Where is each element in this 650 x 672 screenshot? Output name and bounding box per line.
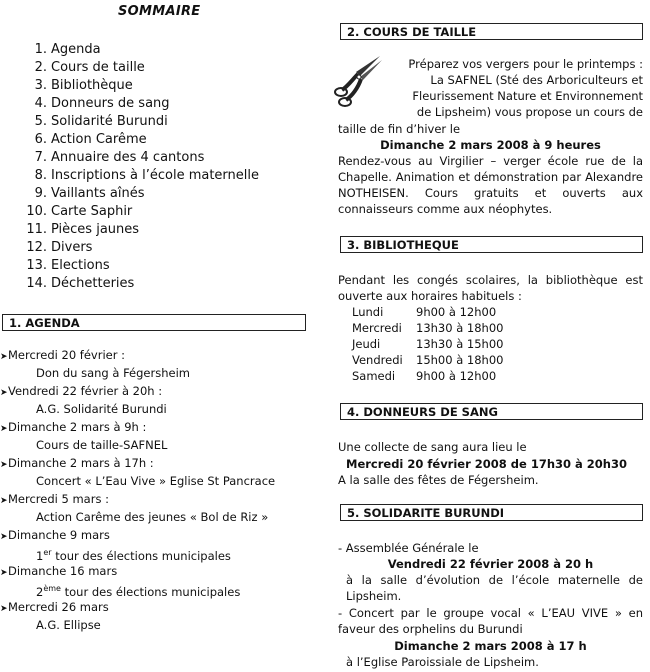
ordinal-number: 1 bbox=[36, 548, 44, 563]
toc-item-label: Pièces jaunes bbox=[51, 222, 140, 237]
agenda-heading: 1. AGENDA bbox=[2, 314, 306, 331]
toc-item-label: Elections bbox=[51, 258, 110, 273]
toc-item-label: Vaillants aînés bbox=[51, 186, 145, 201]
hours-time: 15h00 à 18h00 bbox=[416, 353, 504, 367]
agenda-date bbox=[0, 562, 318, 580]
agenda-date bbox=[0, 526, 318, 544]
agenda-date-text: Dimanche 16 mars bbox=[8, 564, 118, 578]
toc-item bbox=[24, 41, 259, 59]
toc-item-number: 8. bbox=[34, 168, 47, 183]
agenda-detail: Don du sang à Fégersheim bbox=[36, 366, 190, 380]
agenda-date-text: Vendredi 22 février à 20h : bbox=[8, 384, 163, 398]
agenda-date-text: Mercredi 20 février : bbox=[8, 348, 125, 362]
biblio-heading: 3. BIBLIOTHEQUE bbox=[340, 236, 643, 253]
agenda-detail-text: tour des élections municipales bbox=[51, 548, 231, 563]
biblio-hours-table bbox=[352, 304, 503, 384]
cours-heading: 2. COURS DE TAILLE bbox=[340, 23, 643, 40]
hours-row bbox=[352, 304, 503, 320]
toc-item-label: Action Carême bbox=[51, 132, 147, 147]
hours-day: Vendredi bbox=[352, 353, 403, 367]
sang-heading: 4. DONNEURS DE SANG bbox=[340, 403, 643, 420]
agenda-list bbox=[0, 346, 318, 634]
toc-item-label: Divers bbox=[51, 240, 93, 255]
toc-item-number: 13. bbox=[26, 258, 47, 273]
pruning-shears-icon bbox=[330, 50, 384, 110]
toc-item-number: 12. bbox=[26, 240, 47, 255]
burundi-concert-place: à l’Eglise Paroissiale de Lipsheim. bbox=[346, 655, 539, 669]
cours-intro-line: Préparez vos vergers pour le printemps : bbox=[408, 57, 643, 71]
ordinal-number: 2 bbox=[36, 584, 44, 599]
toc-item bbox=[24, 239, 259, 257]
toc-item-number: 6. bbox=[34, 132, 47, 147]
hours-row bbox=[352, 336, 503, 352]
toc-item-number: 2. bbox=[34, 60, 47, 75]
cours-intro-line: Fleurissement Nature et Environnement bbox=[412, 89, 643, 103]
toc-item-label: Solidarité Burundi bbox=[51, 114, 168, 129]
hours-day: Lundi bbox=[352, 305, 384, 319]
toc-item bbox=[24, 221, 259, 239]
cours-intro-line: de Lipsheim) vous propose un cours de bbox=[416, 105, 643, 119]
hours-row bbox=[352, 368, 503, 384]
toc-item-number: 4. bbox=[34, 96, 47, 111]
burundi-ag-label: - Assemblée Générale le bbox=[338, 541, 479, 555]
toc-item-number: 11. bbox=[26, 222, 47, 237]
hours-day: Jeudi bbox=[352, 337, 381, 351]
toc-item-number: 10. bbox=[26, 204, 47, 219]
toc-item-label: Annuaire des 4 cantons bbox=[51, 150, 205, 165]
bullet-arrow-icon: ➤ bbox=[0, 532, 8, 542]
ordinal-suffix: er bbox=[43, 548, 52, 557]
bullet-arrow-icon: ➤ bbox=[0, 496, 8, 506]
toc-item bbox=[24, 59, 259, 77]
agenda-detail bbox=[0, 580, 318, 598]
toc-item-label: Agenda bbox=[51, 42, 101, 57]
agenda-date-text: Mercredi 5 mars : bbox=[8, 492, 109, 506]
toc-item bbox=[24, 275, 259, 293]
hours-day: Mercredi bbox=[352, 321, 402, 335]
toc-item bbox=[24, 185, 259, 203]
toc-item-number: 5. bbox=[34, 114, 47, 129]
toc-item bbox=[24, 149, 259, 167]
agenda-date-text: Dimanche 2 mars à 17h : bbox=[8, 456, 154, 470]
hours-day: Samedi bbox=[352, 369, 396, 383]
bullet-arrow-icon: ➤ bbox=[0, 568, 8, 578]
sang-line1: Une collecte de sang aura lieu le bbox=[338, 440, 527, 454]
agenda-date-text: Dimanche 9 mars bbox=[8, 528, 110, 542]
agenda-detail: A.G. Solidarité Burundi bbox=[36, 402, 167, 416]
table-of-contents bbox=[24, 41, 259, 293]
toc-item-label: Carte Saphir bbox=[51, 204, 133, 219]
agenda-date bbox=[0, 382, 318, 400]
hours-time: 13h30 à 18h00 bbox=[416, 321, 504, 335]
bullet-arrow-icon: ➤ bbox=[0, 460, 8, 470]
hours-row bbox=[352, 320, 503, 336]
toc-item-label: Déchetteries bbox=[51, 276, 135, 291]
ordinal-suffix: ème bbox=[43, 584, 61, 593]
bullet-arrow-icon: ➤ bbox=[0, 388, 8, 398]
hours-time: 9h00 à 12h00 bbox=[416, 369, 497, 383]
agenda-date bbox=[0, 598, 318, 616]
toc-item-number: 3. bbox=[34, 78, 47, 93]
agenda-detail bbox=[0, 544, 318, 562]
toc-item-number: 7. bbox=[34, 150, 47, 165]
bullet-arrow-icon: ➤ bbox=[0, 604, 8, 614]
burundi-ag-date: Vendredi 22 février 2008 à 20 h bbox=[387, 557, 594, 571]
cours-intro-end: taille de fin d’hiver le bbox=[338, 122, 461, 136]
toc-item-number: 1. bbox=[34, 42, 47, 57]
agenda-detail-text: tour des élections municipales bbox=[60, 584, 241, 599]
hours-time: 9h00 à 12h00 bbox=[416, 305, 497, 319]
agenda-detail: A.G. Ellipse bbox=[36, 618, 101, 632]
sang-date: Mercredi 20 février 2008 de 17h30 à 20h30 bbox=[346, 457, 627, 471]
toc-item bbox=[24, 77, 259, 95]
agenda-date bbox=[0, 418, 318, 436]
burundi-concert-date: Dimanche 2 mars 2008 à 17 h bbox=[394, 639, 587, 653]
bullet-arrow-icon: ➤ bbox=[0, 424, 8, 434]
toc-item bbox=[24, 113, 259, 131]
agenda-detail: Cours de taille-SAFNEL bbox=[36, 438, 168, 452]
burundi-concert-label: - Concert par le groupe vocal « L’EAU VIVE » en faveur des orphelins du Burundi bbox=[338, 606, 643, 636]
agenda-date-text: Dimanche 2 mars à 9h : bbox=[8, 420, 147, 434]
toc-item-number: 14. bbox=[26, 276, 47, 291]
toc-item-label: Cours de taille bbox=[51, 60, 145, 75]
toc-item bbox=[24, 131, 259, 149]
cours-intro-line: La SAFNEL (Sté des Arboriculteurs et bbox=[430, 73, 643, 87]
agenda-detail: Concert « L’Eau Vive » Eglise St Pancrace bbox=[36, 474, 276, 488]
toc-item-label: Inscriptions à l’école maternelle bbox=[51, 168, 259, 183]
agenda-date-text: Mercredi 26 mars bbox=[8, 600, 109, 614]
toc-item bbox=[24, 95, 259, 113]
toc-item bbox=[24, 257, 259, 275]
agenda-date bbox=[0, 490, 318, 508]
hours-time: 13h30 à 15h00 bbox=[416, 337, 504, 351]
biblio-intro: Pendant les congés scolaires, la bibliothèque est ouverte aux horaires habituels : bbox=[338, 273, 643, 303]
cours-body: Rendez-vous au Virgilier – verger école rue de la Chapelle. Animation et démonstration par Alexandre NOTHEISEN. Cours gratuits et ouverts aux connaisseurs comme aux néophytes. bbox=[338, 154, 643, 216]
agenda-detail: Action Carême des jeunes « Bol de Riz » bbox=[36, 510, 269, 524]
toc-item bbox=[24, 167, 259, 185]
burundi-heading: 5. SOLIDARITE BURUNDI bbox=[340, 504, 643, 521]
burundi-ag-place: à la salle d’évolution de l’école maternelle de Lipsheim. bbox=[346, 573, 643, 603]
sang-line3: A la salle des fêtes de Fégersheim. bbox=[338, 473, 539, 487]
toc-item-number: 9. bbox=[34, 186, 47, 201]
toc-item-label: Donneurs de sang bbox=[51, 96, 170, 111]
agenda-date bbox=[0, 346, 318, 364]
toc-item bbox=[24, 203, 259, 221]
hours-row bbox=[352, 352, 503, 368]
agenda-date bbox=[0, 454, 318, 472]
cours-date: Dimanche 2 mars 2008 à 9 heures bbox=[380, 138, 601, 152]
cours-intro bbox=[388, 56, 643, 120]
toc-item-label: Bibliothèque bbox=[51, 78, 133, 93]
sommaire-title: SOMMAIRE bbox=[118, 4, 201, 19]
bullet-arrow-icon: ➤ bbox=[0, 352, 8, 362]
